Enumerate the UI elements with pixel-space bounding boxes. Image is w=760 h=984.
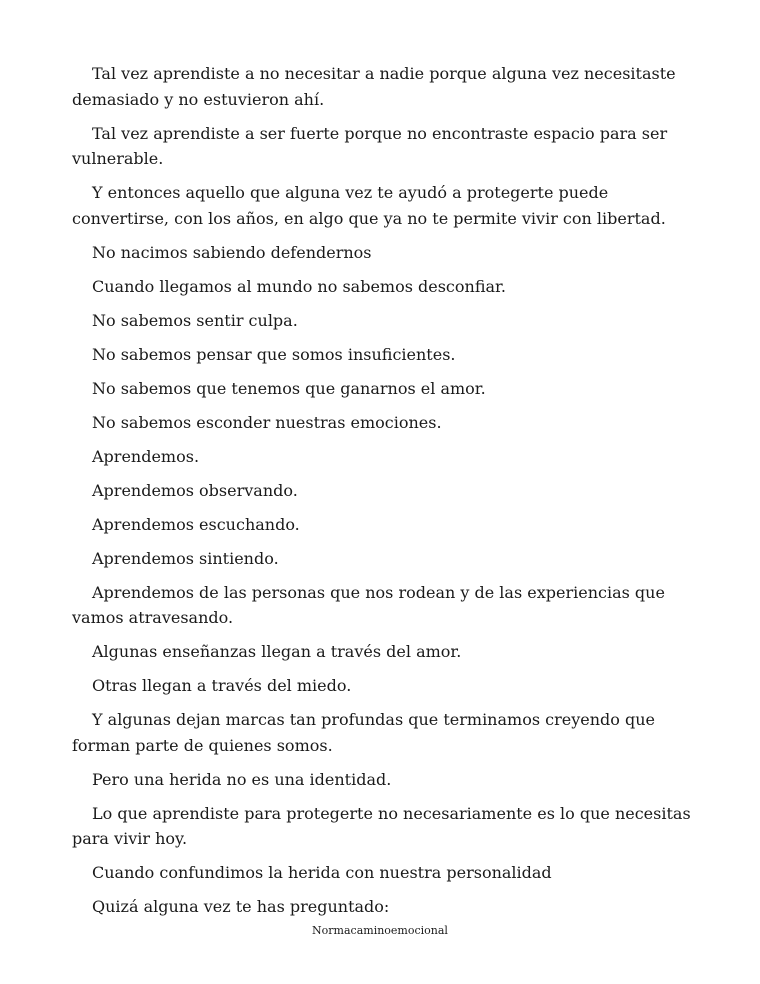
paragraph: No sabemos sentir culpa. bbox=[92, 310, 298, 330]
paragraph: Algunas enseñanzas llegan a través del amor. bbox=[92, 642, 462, 661]
paragraph: Tal vez aprendiste a ser fuerte porque no encontraste espacio para ser vulnerable. bbox=[72, 123, 668, 168]
paragraph: Pero una herida no es una identidad. bbox=[92, 769, 392, 789]
paragraph: No sabemos pensar que somos insuficientes. bbox=[92, 344, 456, 364]
paragraph: Tal vez aprendiste a no necesitar a nadie porque alguna vez necesitaste demasiado y no estuvieron ahí. bbox=[72, 64, 676, 109]
paragraph: No sabemos esconder nuestras emociones. bbox=[92, 412, 442, 432]
paragraph: Y algunas dejan marcas tan profundas que terminamos creyendo que forman parte de quienes somos. bbox=[72, 710, 655, 755]
paragraph: Aprendemos observando. bbox=[92, 480, 298, 500]
page-footer: Normacaminoemocional bbox=[312, 924, 448, 937]
paragraph: Aprendemos. bbox=[92, 446, 200, 466]
body-text bbox=[72, 61, 692, 928]
paragraph: Quizá alguna vez te has preguntado: bbox=[92, 897, 390, 916]
paragraph: No sabemos que tenemos que ganarnos el amor. bbox=[92, 378, 486, 398]
paragraph: Aprendemos de las personas que nos rodean y de las experiencias que vamos atravesando. bbox=[72, 582, 665, 627]
paragraph: Lo que aprendiste para protegerte no necesariamente es lo que necesitas para vivir hoy. bbox=[72, 803, 691, 848]
paragraph: Aprendemos sintiendo. bbox=[92, 548, 279, 568]
paragraph: Cuando confundimos la herida con nuestra personalidad bbox=[92, 863, 552, 882]
paragraph: Aprendemos escuchando. bbox=[92, 514, 300, 534]
paragraph: Cuando llegamos al mundo no sabemos desconfiar. bbox=[92, 276, 507, 296]
paragraph: Otras llegan a través del miedo. bbox=[92, 676, 352, 695]
paragraph: Y entonces aquello que alguna vez te ayudó a protegerte puede convertirse, con los años, en algo que ya no te permite vivir con libertad. bbox=[72, 183, 666, 228]
paragraph: No nacimos sabiendo defendernos bbox=[92, 242, 372, 262]
